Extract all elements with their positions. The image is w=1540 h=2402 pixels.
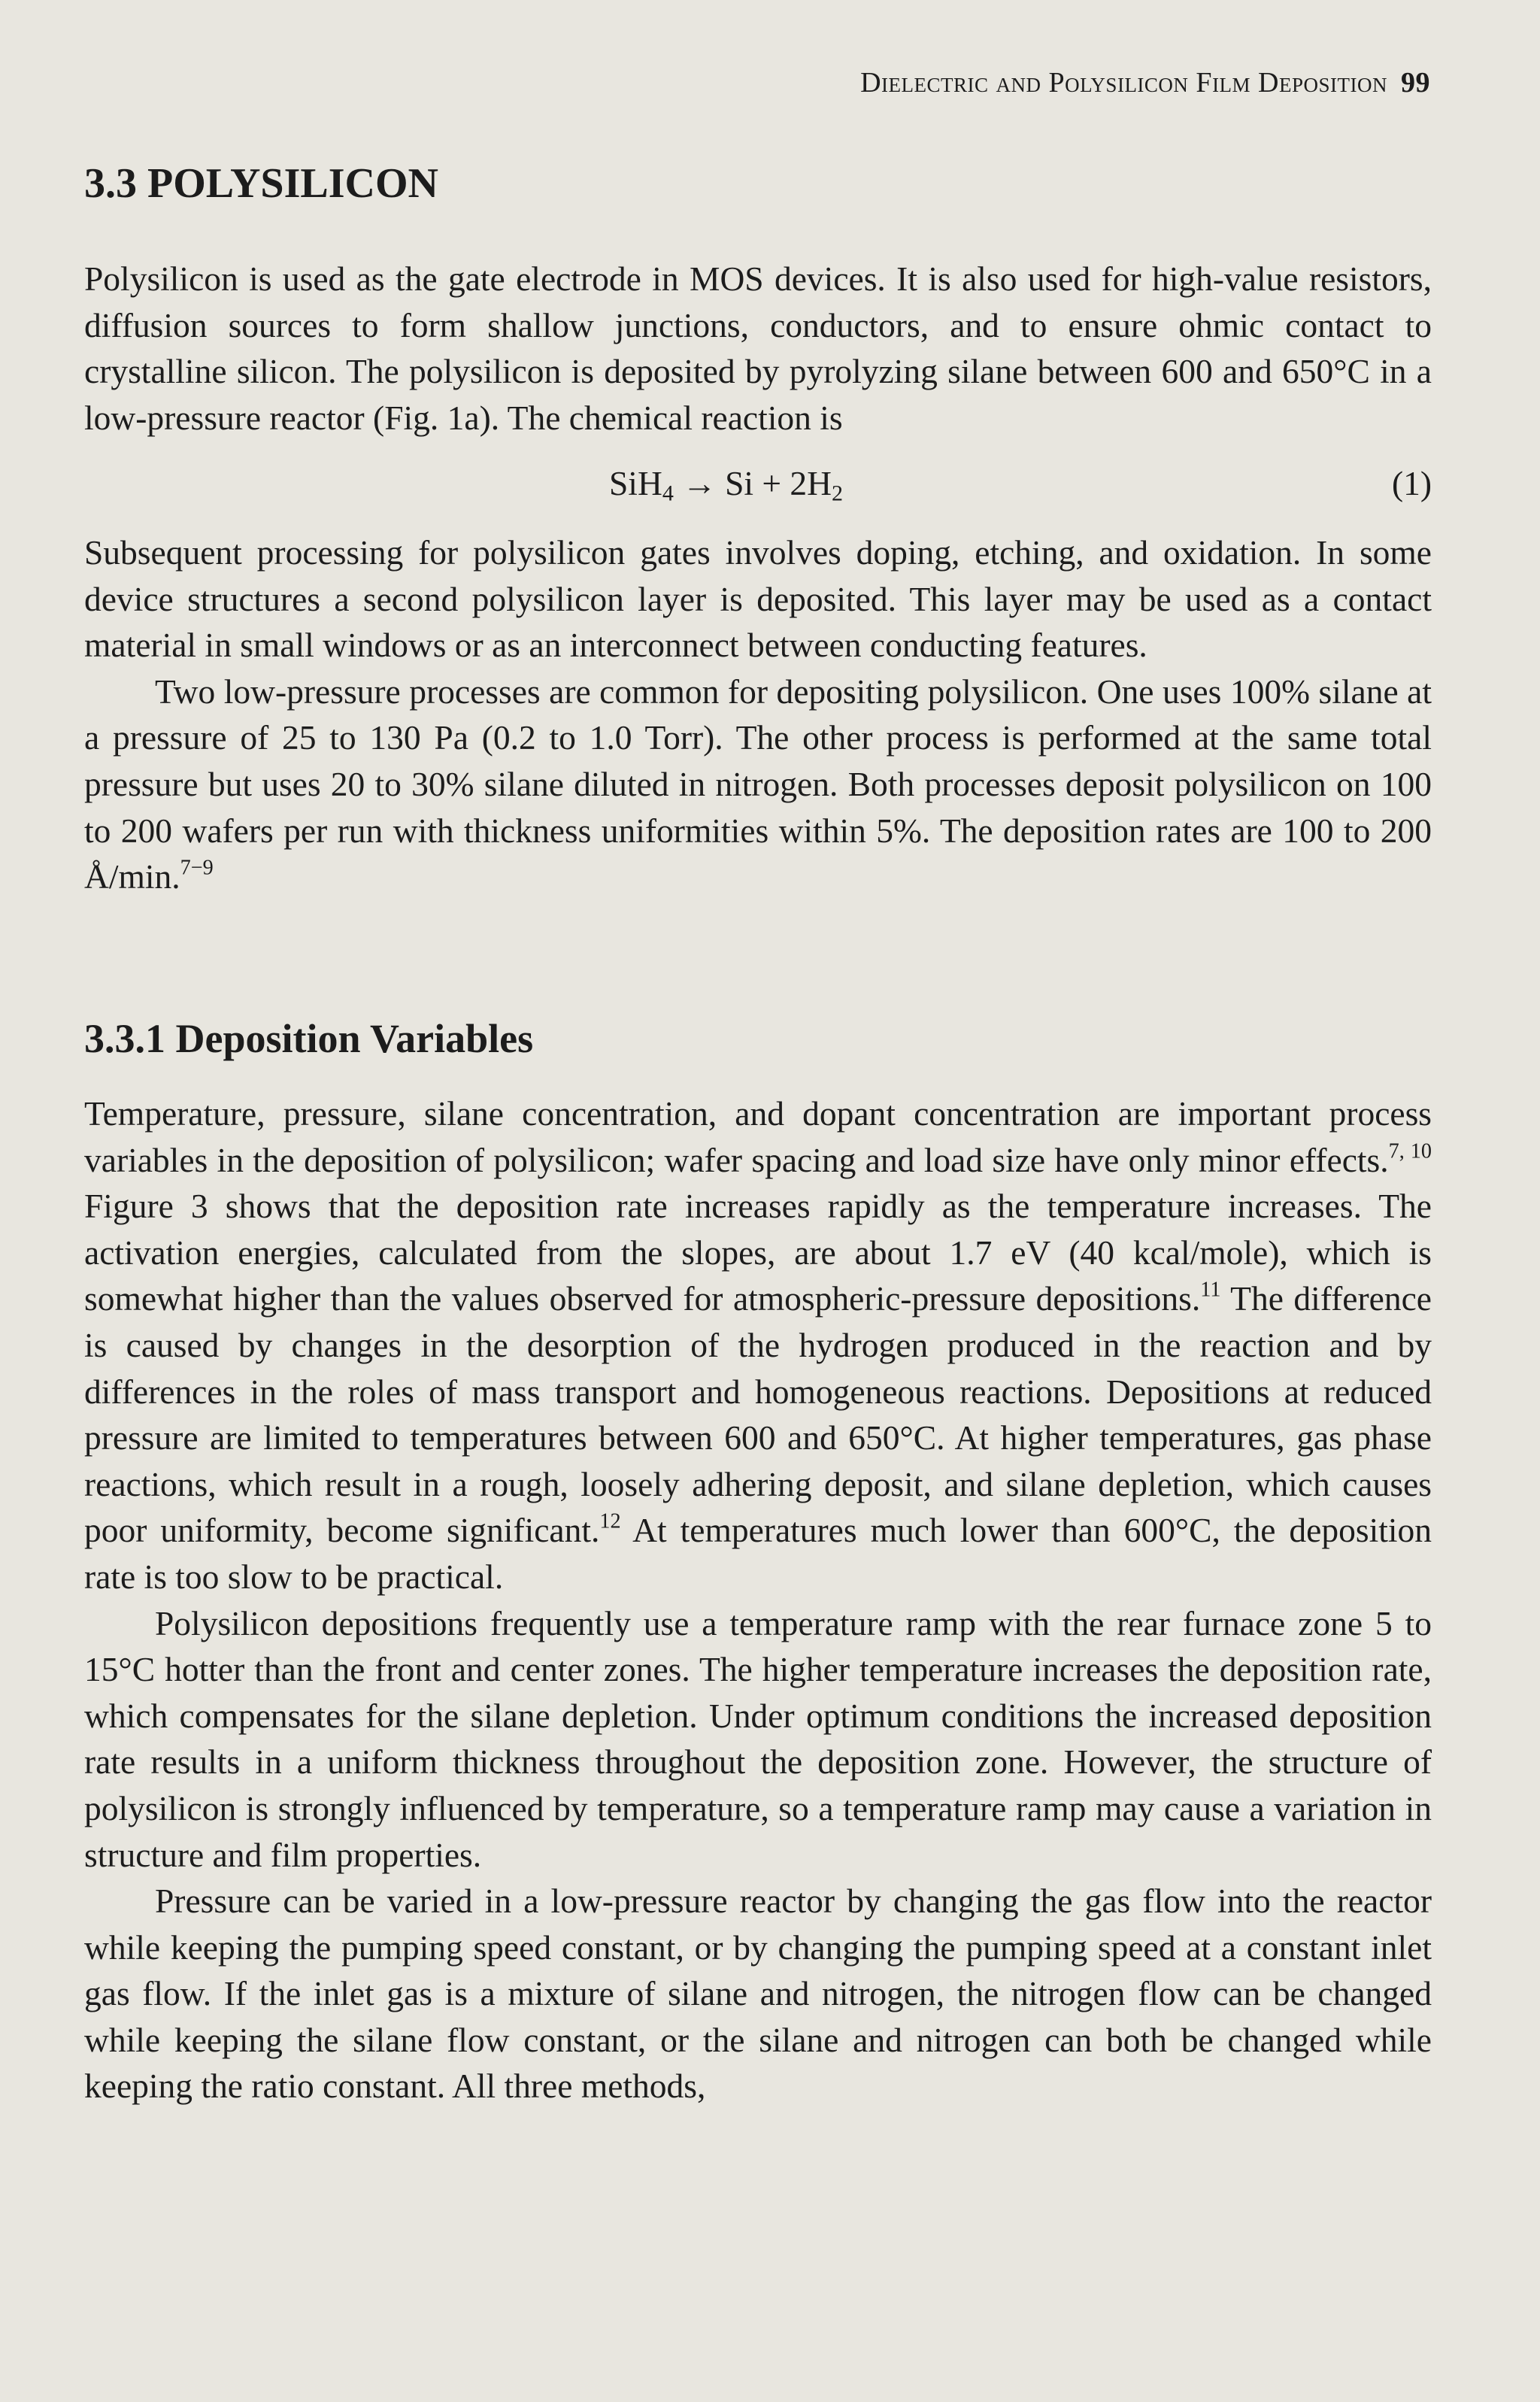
paragraph: Two low-pressure processes are common for depositing polysilicon. One uses 100% silane at a pressure of 25 to 130 Pa (0.2 to 1.0 Torr). The other process is performed at the same total pressure but uses 20 to 30% silane diluted in nitrogen. Both processes deposit polysilicon on 100 to 200 wafers per run with thickness uniformities within 5%. The deposition rates are 100 to 200 Å/min.$^{7-9}$: [84, 672, 1432, 896]
running-title: Dielectric and Polysilicon Film Deposition: [860, 67, 1387, 99]
subsection-body: [84, 1090, 1432, 2109]
running-header: [860, 66, 1430, 99]
paragraph: Pressure can be varied in a low-pressure reactor by changing the gas flow into the reactor while keeping the pumping speed constant, or by changing the pumping speed at a constant inlet gas flow. If the inlet gas is a mixture of silane and nitrogen, the nitrogen flow can be changed while keeping the silane flow constant, or the silane and nitrogen can both be changed while keeping the ratio constant. All three methods,: [84, 1882, 1432, 2106]
paragraph: Polysilicon is used as the gate electrode in MOS devices. It is also used for high-value resistors, diffusion sources to form shallow junctions, conductors, and to ensure ohmic contact to crystalline silicon. The polysilicon is deposited by pyrolyzing silane between 600 and 650°C in a low-pressure reactor (Fig. 1a). The chemical reaction is: [84, 259, 1432, 437]
equation-formula: $SiH_4 \to Si + 2H_2$: [609, 464, 844, 506]
subsection-heading: 3.3.1 Deposition Variables: [84, 1016, 534, 1061]
citation-ref: 7−9: [180, 856, 214, 880]
section-heading: 3.3 POLYSILICON: [84, 160, 438, 207]
section-body: [84, 529, 1432, 900]
equation-number: (1): [1391, 464, 1432, 502]
paragraph: Temperature, pressure, silane concentration, and dopant concentration are important process variables in the deposition of polysilicon; wafer spacing and load size have only minor effects.$^{7, 10}$ Figure 3 shows that the deposition rate increases rapidly as the temperature increases. The activation energies, calculated from the slopes, are about 1.7 eV (40 kcal/mole), which is somewhat higher than the values observed for atmospheric-pressure depositions.$^{11}$ The difference is caused by changes in the desorption of the hydrogen produced in the reaction and by differences in the roles of mass transport and homogeneous reactions. Depositions at reduced pressure are limited to temperatures between 600 and 650°C. At higher temperatures, gas phase reactions, which result in a rough, loosely adhering deposit, and silane depletion, which causes poor uniformity, become significant.$^{12}$ At temperatures much lower than 600°C, the deposition rate is too slow to be practical.: [84, 1094, 1432, 1596]
citation-ref: 11: [1200, 1278, 1221, 1303]
paragraph: Subsequent processing for polysilicon gates involves doping, etching, and oxidation. In some device structures a second polysilicon layer is deposited. This layer may be used as a contact material in small windows or as an interconnect between conducting features.: [84, 533, 1432, 665]
paragraph: Polysilicon depositions frequently use a temperature ramp with the rear furnace zone 5 to 15°C hotter than the front and center zones. The higher temperature increases the deposition rate, which compensates for the silane depletion. Under optimum conditions the increased deposition rate results in a uniform thickness throughout the deposition zone. However, the structure of polysilicon is strongly influenced by temperature, so a temperature ramp may cause a variation in structure and film properties.: [84, 1603, 1432, 1874]
section-intro: [84, 256, 1432, 441]
page-number: 99: [1401, 67, 1430, 99]
citation-ref: 12: [599, 1510, 621, 1534]
citation-ref: 7, 10: [1388, 1139, 1432, 1163]
chemical-equation: [84, 460, 1432, 507]
